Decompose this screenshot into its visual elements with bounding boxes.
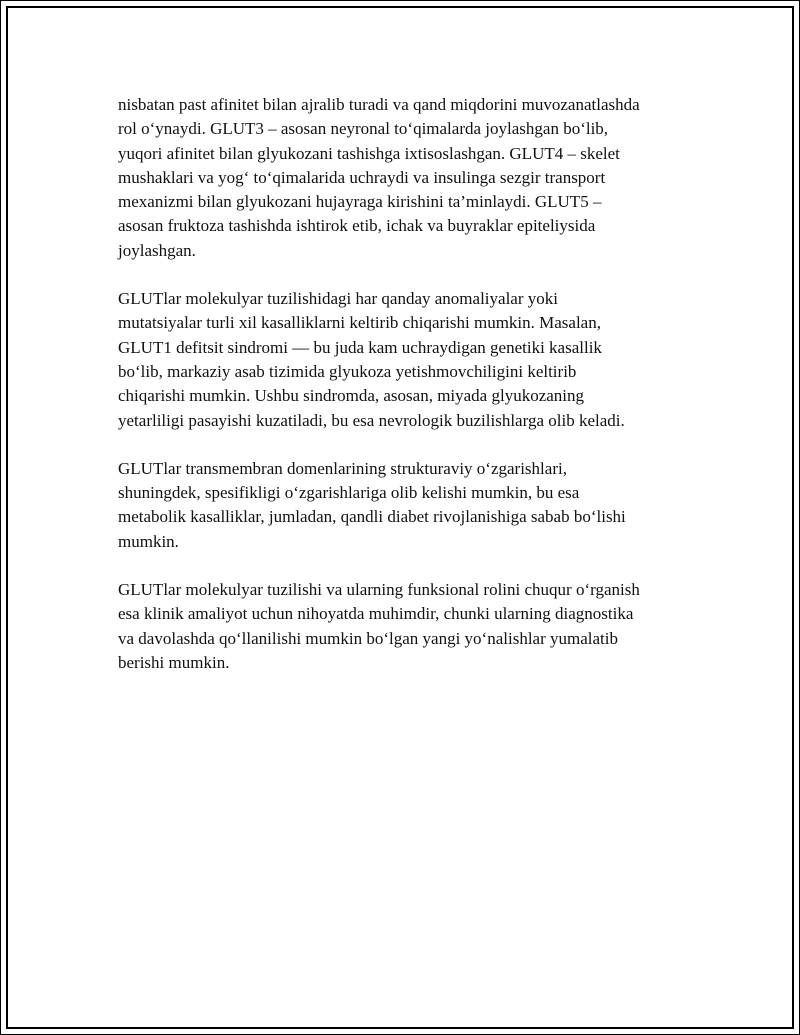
- text-line: va davolashda qo‘llanilishi mumkin bo‘lgan yangi yo‘nalishlar yumalatib: [118, 628, 618, 648]
- text-line: asosan fruktoza tashishda ishtirok etib, ichak va buyraklar epiteliysida: [118, 216, 596, 236]
- text-line: nisbatan past afinitet bilan ajralib turadi va qand miqdorini muvozanatlashda: [118, 95, 640, 114]
- text-line: joylashgan.: [118, 240, 196, 260]
- text-line: GLUTlar transmembran domenlarining strukturaviy o‘zgarishlari,: [118, 458, 567, 478]
- paragraph-1: [118, 93, 698, 263]
- text-line: yetarliligi pasayishi kuzatiladi, bu esa nevrologik buzilishlarga olib keladi.: [118, 410, 625, 430]
- paragraph-4: [118, 578, 698, 675]
- text-line: berishi mumkin.: [118, 652, 230, 672]
- text-line: bo‘lib, markaziy asab tizimida glyukoza yetishmovchiligini keltirib: [118, 361, 577, 381]
- text-line: yuqori afinitet bilan glyukozani tashishga ixtisoslashgan. GLUT4 – skelet: [118, 143, 620, 163]
- text-line: shuningdek, spesifikligi o‘zgarishlariga olib kelishi mumkin, bu esa: [118, 483, 580, 503]
- text-line: rol o‘ynaydi. GLUT3 – asosan neyronal to‘qimalarda joylashgan bo‘lib,: [118, 119, 609, 139]
- text-line: mushaklari va yog‘ to‘qimalarida uchraydi va insulinga sezgir transport: [118, 167, 606, 187]
- text-line: metabolik kasalliklar, jumladan, qandli diabet rivojlanishiga sabab bo‘lishi: [118, 507, 626, 527]
- paragraph-3: [118, 457, 698, 554]
- text-line: mumkin.: [118, 531, 179, 551]
- paragraph-2: [118, 287, 698, 433]
- text-line: chiqarishi mumkin. Ushbu sindromda, asosan, miyada glyukozaning: [118, 386, 585, 406]
- text-line: GLUTlar molekulyar tuzilishidagi har qanday anomaliyalar yoki: [118, 289, 558, 309]
- text-line: GLUT1 defitsit sindromi — bu juda kam uchraydigan genetiki kasallik: [118, 337, 602, 357]
- text-line: mexanizmi bilan glyukozani hujayraga kirishini ta’minlaydi. GLUT5 –: [118, 192, 602, 212]
- text-line: esa klinik amaliyot uchun nihoyatda muhimdir, chunki ularning diagnostika: [118, 604, 634, 624]
- document-body: [118, 93, 698, 699]
- text-line: GLUTlar molekulyar tuzilishi va ularning funksional rolini chuqur o‘rganish: [118, 580, 640, 600]
- text-line: mutatsiyalar turli xil kasalliklarni keltirib chiqarishi mumkin. Masalan,: [118, 313, 601, 333]
